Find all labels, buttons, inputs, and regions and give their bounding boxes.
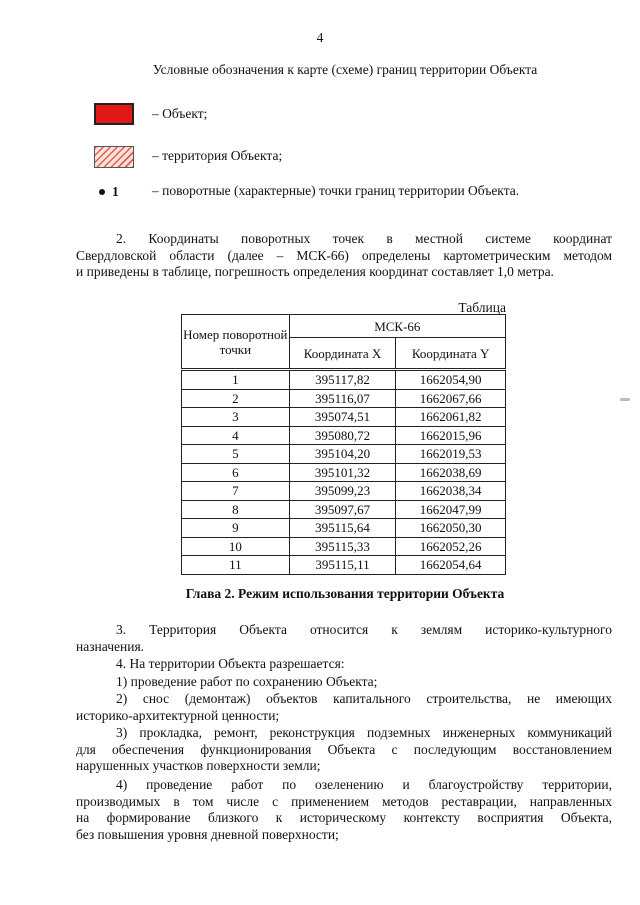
list-item-3-line: для обеспечения функционирования Объекта с последующим восстановлением [76,741,612,757]
cell-point-number: 3 [182,408,290,427]
paragraph-2 [76,231,612,281]
paragraph-4-intro: 4. На территории Объекта разрешается: [116,656,345,671]
paragraph-2-line: 2. Координаты поворотных точек в местной системе координат [116,231,612,246]
cell-coordinate-x: 395074,51 [289,408,396,427]
cell-coordinate-x: 395115,33 [289,537,396,556]
paragraph-3-line: назначения. [76,638,145,654]
cell-point-number: 1 [182,370,290,390]
list-item-4 [76,777,612,843]
list-item-2-line: 2) снос (демонтаж) объектов капитального строительства, не имеющих [116,691,612,706]
cell-coordinate-x: 395097,67 [289,500,396,519]
table-row [182,482,506,501]
cell-coordinate-y: 1662052,26 [396,537,506,556]
legend-text-territory: – территория Объекта; [152,148,283,163]
cell-coordinate-x: 395115,11 [289,556,396,575]
list-item-3-line: 3) прокладка, ремонт, реконструкция подземных инженерных коммуникаций [116,725,612,740]
turning-point-label: 1 [112,184,119,199]
cell-coordinate-x: 395080,72 [289,426,396,445]
list-item-3 [76,725,612,775]
list-item-3-line: нарушенных участков поверхности земли; [76,758,321,773]
cell-point-number: 8 [182,500,290,519]
cell-coordinate-x: 395104,20 [289,445,396,464]
cell-coordinate-x: 395116,07 [289,389,396,408]
legend-title: Условные обозначения к карте (схеме) границ территории Объекта [152,62,538,77]
cell-coordinate-y: 1662054,90 [396,370,506,390]
cell-coordinate-y: 1662067,66 [396,389,506,408]
cell-point-number: 2 [182,389,290,408]
cell-coordinate-y: 1662019,53 [396,445,506,464]
cell-coordinate-y: 1662015,96 [396,426,506,445]
cell-point-number: 5 [182,445,290,464]
turning-point-icon [94,184,134,200]
cell-coordinate-x: 395115,64 [289,519,396,538]
cell-coordinate-y: 1662047,99 [396,500,506,519]
legend-text-object: – Объект; [152,106,208,121]
cell-coordinate-y: 1662061,82 [396,408,506,427]
cell-point-number: 4 [182,426,290,445]
table-row [182,537,506,556]
cell-point-number: 10 [182,537,290,556]
legend-item-turning-point [94,180,134,204]
paragraph-2-line: Свердловской области (далее – МСК-66) определены картометрическим методом [76,247,612,263]
table-row [182,408,506,427]
list-item-4-line: производимых в том числе с применением методов реставрации, направленных [76,793,612,809]
table-row [182,389,506,408]
legend-text-turning-point: – поворотные (характерные) точки границ территории Объекта. [152,183,520,198]
table-row [182,519,506,538]
list-item-2 [76,691,612,724]
cell-coordinate-y: 1662038,34 [396,482,506,501]
cell-coordinate-y: 1662050,30 [396,519,506,538]
cell-coordinate-x: 395099,23 [289,482,396,501]
cell-coordinate-x: 395117,82 [289,370,396,390]
table-row [182,370,506,390]
header-coordinate-system: МСК-66 [289,315,505,338]
paragraph-3-line: 3. Территория Объекта относится к землям историко-культурного [116,622,612,637]
legend-item-territory [94,145,134,169]
header-coordinate-x: Координата X [289,338,396,370]
table-row [182,556,506,575]
list-item-4-line: без повышения уровня дневной поверхности; [76,826,339,842]
scan-speck [620,398,630,401]
list-item-1: 1) проведение работ по сохранению Объекта; [116,674,378,689]
cell-coordinate-y: 1662054,64 [396,556,506,575]
cell-point-number: 6 [182,463,290,482]
table-label: Таблица [458,300,506,315]
cell-point-number: 11 [182,556,290,575]
chapter-title: Глава 2. Режим использования территории Объекта [185,586,505,601]
page-number: 4 [316,30,324,45]
cell-coordinate-x: 395101,32 [289,463,396,482]
table-row [182,426,506,445]
paragraph-3 [76,622,612,655]
cell-point-number: 7 [182,482,290,501]
header-coordinate-y: Координата Y [396,338,506,370]
list-item-2-line: историко-архитектурной ценности; [76,707,280,723]
legend-item-object [94,102,134,126]
list-item-4-line: на формирование близкого к историческому контексту восприятия Объекта, [76,810,612,825]
territory-hatch-icon [94,146,134,168]
cell-coordinate-y: 1662038,69 [396,463,506,482]
list-item-4-line: 4) проведение работ по озеленению и благоустройству территории, [116,777,612,792]
table-row [182,463,506,482]
table-row [182,500,506,519]
table-row [182,445,506,464]
paragraph-2-line: и приведены в таблице, погрешность определения координат составляет 1,0 метра. [76,264,554,279]
cell-point-number: 9 [182,519,290,538]
object-fill-icon [94,103,134,125]
header-point-number: Номер поворотной точки [182,315,290,370]
coordinates-table [181,314,506,575]
